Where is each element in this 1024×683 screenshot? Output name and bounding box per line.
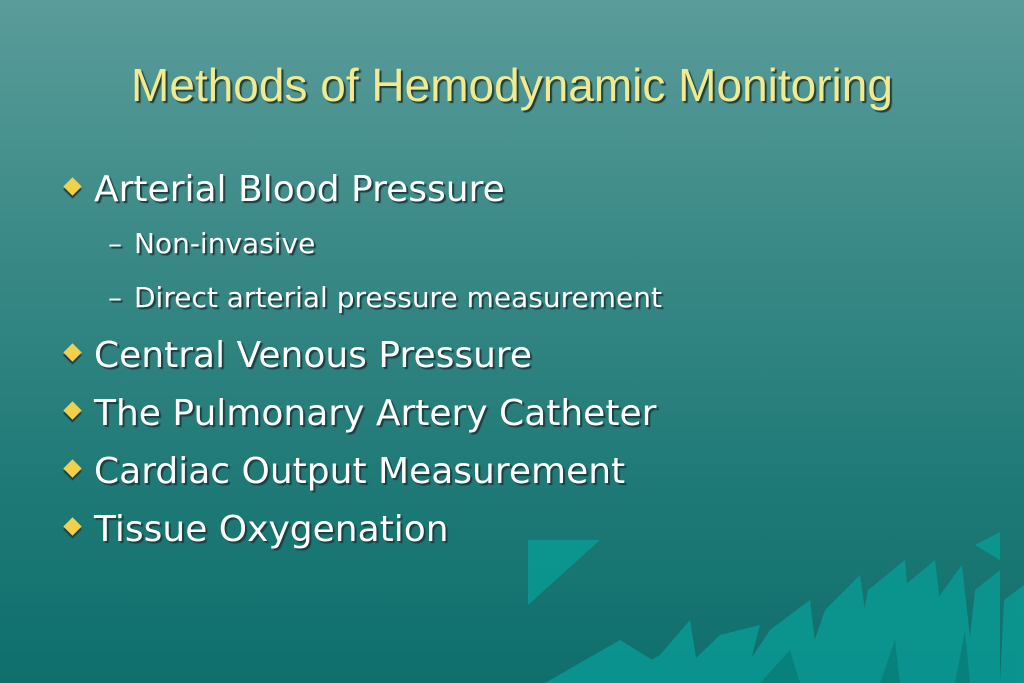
sub-bullet-item: [62, 224, 1002, 278]
bullet-text: The Pulmonary Artery Catheter: [94, 393, 657, 434]
diamond-bullet-icon: [63, 177, 81, 195]
bullet-item: [62, 506, 1002, 564]
sub-bullet-item: [62, 278, 1002, 332]
bullet-text: Tissue Oxygenation: [94, 509, 449, 550]
dash-bullet-icon: –: [108, 281, 122, 314]
bullet-item: [62, 448, 1002, 506]
bullet-item: [62, 166, 1002, 224]
diamond-bullet-icon: [63, 517, 81, 535]
diamond-bullet-icon: [63, 401, 81, 419]
bullet-text: Cardiac Output Measurement: [94, 451, 626, 492]
bullet-text: Central Venous Pressure: [94, 335, 533, 376]
slide-title: Methods of Hemodynamic Monitoring: [131, 59, 893, 111]
dash-bullet-icon: –: [108, 227, 122, 260]
diamond-bullet-icon: [63, 343, 81, 361]
bullet-item: [62, 332, 1002, 390]
bullet-item: [62, 390, 1002, 448]
diamond-bullet-icon: [63, 459, 81, 477]
sub-bullet-text: Non-invasive: [134, 227, 316, 260]
bullet-list: [62, 166, 1002, 564]
bullet-text: Arterial Blood Pressure: [94, 169, 505, 210]
sub-bullet-text: Direct arterial pressure measurement: [134, 281, 662, 314]
